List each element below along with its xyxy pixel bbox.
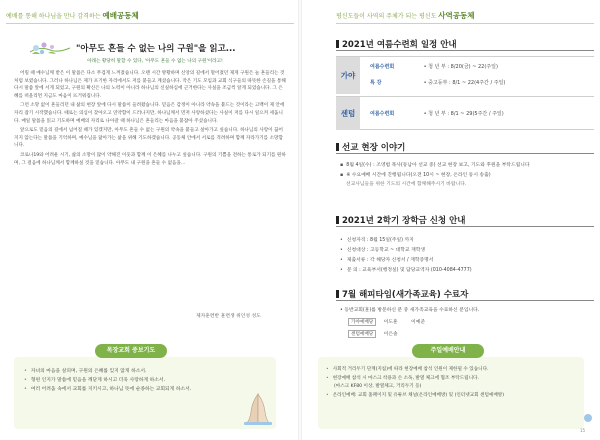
scholarship-title: 2021년 2학기 장학금 신청 안내	[336, 214, 466, 226]
schedule-line	[370, 110, 504, 117]
notice-item: • 현장예배 참석 시 마스크 착용과 손 소독, 발열 체크에 협조 부탁드립니다.	[326, 375, 580, 384]
page-gutter	[298, 0, 302, 440]
happy-row-tag: 센텀예배당	[348, 330, 376, 338]
schedule-row-gaya	[336, 56, 594, 94]
schedule-row-centum	[336, 96, 594, 130]
field-title: 선교 현장 이야기	[336, 141, 405, 153]
right-header-title: 사역공동체	[438, 11, 475, 20]
field-title-rule	[336, 153, 594, 154]
happy-graduate-name: 이은솔	[383, 332, 398, 337]
happy-row-centum	[348, 330, 410, 338]
summer-schedule-table	[336, 56, 594, 134]
schedule-category: 센텀	[336, 97, 360, 130]
schedule-category: 가야	[336, 57, 360, 94]
sermon-paragraph: 어릴 때 예수님께 받은 이 말씀은 다소 무겁게 느껴졌습니다. 오랜 시간 방황하며 신앙의 길에서 멀어졌던 제게 구원은 늘 흔들리는 것처럼 보였습니다. 그러나 하나님은 제가 포기한 자리에서도 저를 붙들고 계셨습니다. 작은 기도 모임과 교회 식구들의 따뜻한 손길을 통해 다시 말씀 앞에 서게 되었고, 구원의 확신은 나의 노력이 아니라 하나님의 신실하심에 근거한다는 사실을 조금씩 알게 되었습니다. 그 은혜를 떠올리면 지금도 마음이 뜨거워집니다.	[14, 71, 286, 99]
sermon-signature: 제자훈련반 훈련생 위인성 성도	[196, 314, 261, 319]
schedule-line-detail: • 중고등부 : 8/1 ~ 22(4주간 / 주일)	[423, 80, 506, 86]
notice-heading: 주일예배안내	[412, 344, 484, 358]
field-list	[340, 161, 594, 190]
happy-row-tag: 가야예배당	[348, 318, 376, 326]
summer-title-rule	[336, 50, 594, 51]
flower-ornament-icon	[28, 38, 72, 60]
left-header-prefix: 예배를 통해 하나님을 만나 감격하는	[6, 13, 101, 20]
schedule-line-name: 여름수련회	[370, 64, 395, 70]
sermon-paragraph: 코로나19와 어려운 시기, 삶의 소망이 많이 약해진 이웃과 함께 이 은혜를 나누고 싶습니다. 구원의 기쁨을 전하는 통로가 되기를 원하며, 그 걸음에 하나님께서 함께하실 것을 믿습니다. 아무도 내 구원을 흔들 수 없음을...	[14, 152, 286, 166]
left-header-rule	[6, 23, 294, 24]
notice-list	[326, 366, 580, 400]
sermon-title: "아무도 흔들 수 없는 나의 구원"을 읽고...	[76, 44, 236, 54]
right-running-header	[336, 10, 475, 21]
notice-item: • 사회적 거리두기 단계(지침)에 따라 현장예배 참석 인원이 제한될 수 있습니다.	[326, 366, 580, 375]
happy-row-gaya	[348, 318, 437, 326]
field-item: 선교사님들을 위한 기도의 시간에 함께해주시기 바랍니다.	[346, 182, 467, 187]
schedule-line-detail: • 청 년 부 : 8/20(금) ~ 22(주일)	[423, 64, 498, 70]
prayer-heading: 목장교회 중보기도	[95, 344, 167, 358]
prayer-item: • 형편 인지가 말씀에 믿음을 깨닫게 하시고 더욱 사랑하게 하소서.	[24, 376, 272, 385]
right-header-rule	[336, 23, 594, 24]
schedule-line	[370, 63, 498, 70]
prayer-list	[24, 367, 272, 394]
notice-item: (마스크 KF80 이상, 발열체크, 거리두기 등)	[334, 384, 422, 389]
left-running-header	[6, 10, 139, 21]
scholarship-item: • 신청자격 : 8월 15일(주일) 까지	[340, 236, 594, 246]
schedule-line-name: 특 강	[370, 80, 382, 86]
praying-hands-icon	[240, 392, 276, 426]
summer-title: 2021년 여름수련회 일정 안내	[336, 38, 457, 50]
happy-title-rule	[336, 300, 594, 301]
sermon-paragraph: 앞으로도 믿음의 길에서 넘어질 때가 있겠지만, 아무도 흔들 수 없는 구원의 약속을 붙들고 살아가고 싶습니다. 하나님의 사랑이 끊어지지 않는다는 말씀을 기억하며, 예수님을 닮아가는 삶을 위해 기도하겠습니다. 공동체 안에서 서로를 격려하며 함께 자라가기를 소망합니다.	[14, 128, 283, 149]
page-number: 15	[580, 428, 586, 433]
scholarship-item: • 제출서류 : 각 해당자 신청서 / 재학증명서	[340, 256, 594, 266]
notice-item: • 온라인예배: 교회 홈페이지 및 유튜브 채널(온라인예배방) 및 (인터넷교회 센텀예배방)	[326, 392, 580, 401]
prayer-item: • 자녀의 마음을 살피며, 구원의 은혜를 잊지 않게 하소서.	[24, 367, 272, 376]
scholarship-title-rule	[336, 226, 594, 227]
happy-note: • 등반교회(훈)를 방문하신 분 중 새가족교육을 수료하신 분입니다.	[340, 308, 480, 313]
page-corner-icon	[584, 414, 592, 422]
scholarship-item: • 문 의 : 교육부서(행정실) 및 담당교역자 (010-4084-4777)	[340, 266, 594, 276]
schedule-line	[370, 79, 505, 86]
right-header-prefix: 평신도들이 사역의 주체가 되는 평신도	[336, 13, 437, 20]
scholarship-list	[340, 236, 594, 276]
scholarship-item: • 신청대상 : 고등학교 ~ 대학교 재학생	[340, 246, 594, 256]
left-header-title: 예배공동체	[102, 11, 139, 20]
schedule-line-name: 여름수련회	[370, 111, 395, 117]
sermon-body	[14, 70, 286, 169]
happy-graduate-name: 이도훈	[383, 320, 398, 325]
sermon-verse: 아래는 황당히 말할 수 있다, '아무도 흔들 수 없는 나의 구원'이라고!	[87, 59, 223, 64]
happy-title: 7월 해피타임(새가족교육) 수료자	[336, 288, 468, 300]
field-item: ▪ ※ 수요예배 시간에 진행됩니다(오전 10시 ~ 현장, 온라인 동시 송출)	[340, 171, 594, 181]
prayer-item: • 여러 어려움 속에서 교회를 지키시고, 하나님 뜻에 순종하는 교회되게 하소서.	[24, 385, 272, 394]
schedule-line-detail: • 청 년 부 : 8/1 ~ 29(5주간 / 주일)	[423, 111, 504, 117]
happy-graduate-name: 이예준	[411, 320, 426, 325]
sermon-paragraph: 그런 소망 없이 흔들리던 내 삶의 현장 앞에 다시 말씀이 들려왔습니다. 믿음은 감정이 아니라 약속을 붙드는 것이라는 고백이 제 안에 자리 잡기 시작했습니다. 때로는 의심이 찾아오고 연약함이 드러나지만, 하나님께서 먼저 사랑하셨다는 사실이 저를 다시 일으켜 세웁니다. 매일 말씀을 읽고 기도하며 예배의 자리로 나아갈 때 하나님은 흔들리는 마음을 붙잡아 주셨습니다.	[14, 103, 285, 124]
field-item: ▪ 8월 4일(수) : 조영범 목사(동남아 선교 중) 선교 현장 보고, 기도와 후원을 부탁드립니다	[340, 161, 594, 171]
